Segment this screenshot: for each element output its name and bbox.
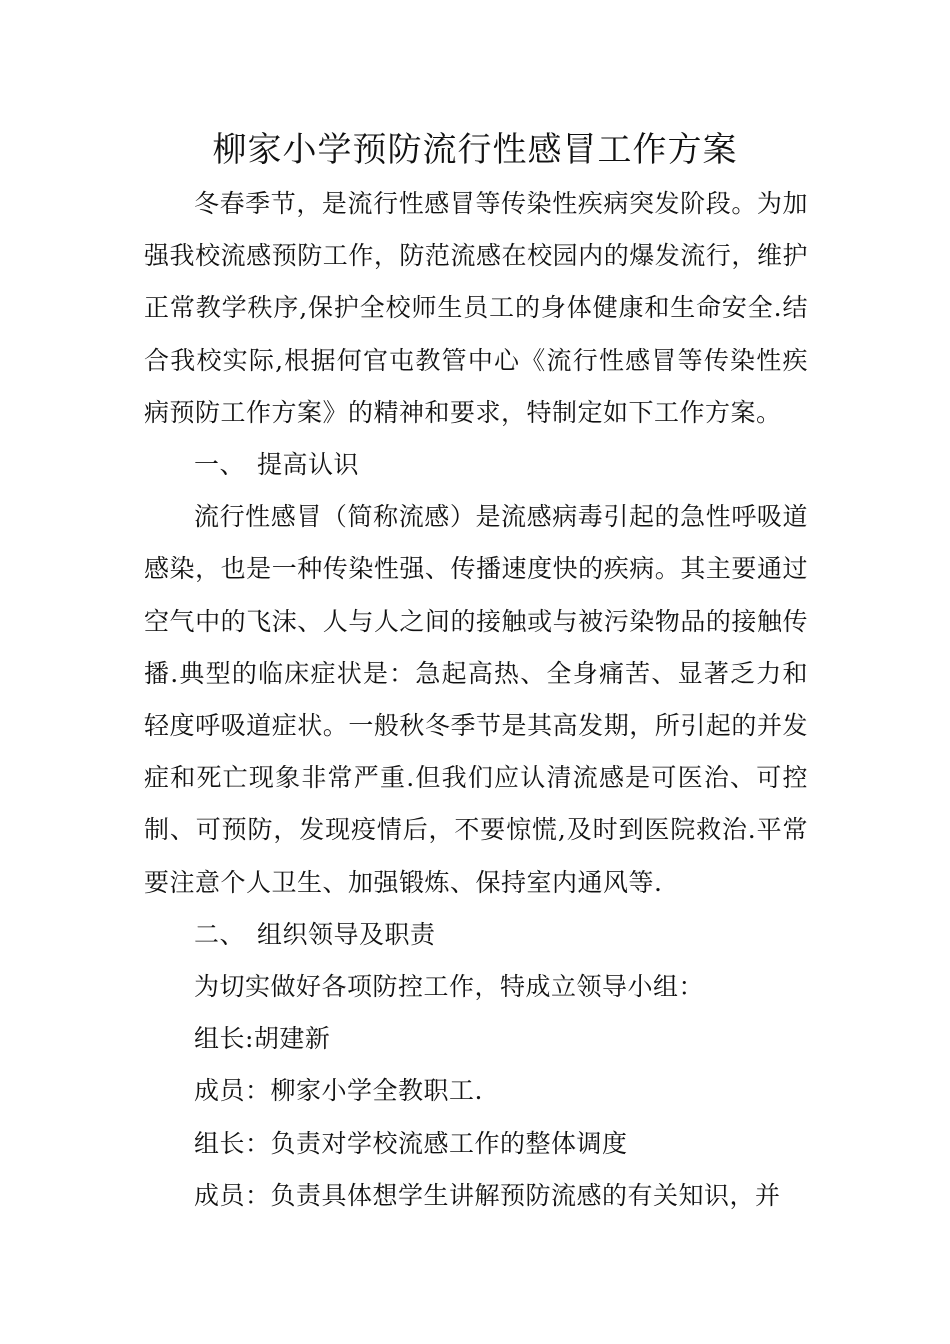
section-2-line: 组长：负责对学校流感工作的整体调度 [194,1128,628,1158]
section-1-paragraph: 流行性感冒（简称流感）是流感病毒引起的急性呼吸道感染，也是一种传染性强、传播速度快的疾病。其主要通过空气中的飞沫、人与人之间的接触或与被污染物品的接触传播.典型的临床症状是：急起高热、全身痛苦、显著乏力和轻度呼吸道症状。一般秋冬季节是其高发期，所引起的并发症和死亡现象非常严重.但我们应认清流感是可医治、可控制、可预防，发现疫情后，不要惊慌,及时到医院救治.平常要注意个人卫生、加强锻炼、保持室内通风等. [144,502,808,897]
section-2-line: 成员：柳家小学全教职工. [194,1076,483,1106]
section-1-number: 一、 [194,450,246,480]
section-2-number: 二、 [194,919,246,949]
section-2-line: 组长:胡建新 [194,1024,331,1054]
section-2-heading [144,909,808,961]
intro-paragraph: 冬春季节，是流行性感冒等传染性疾病突发阶段。为加强我校流感预防工作，防范流感在校园内的爆发流行，维护正常教学秩序,保护全校师生员工的身体健康和生命安全.结合我校实际,根据何官屯教管中心《流行性感冒等传染性疾病预防工作方案》的精神和要求，特制定如下工作方案。 [144,189,808,427]
document-body [144,178,808,1222]
document-title: 柳家小学预防流行性感冒工作方案 [212,130,738,170]
section-2-line: 为切实做好各项防控工作，特成立领导小组： [194,972,705,1002]
section-1-heading [144,439,808,491]
section-2-title: 组织领导及职责 [257,919,436,949]
section-1-title: 提高认识 [257,450,360,480]
section-2-line: 成员：负责具体想学生讲解预防流感的有关知识，并 [194,1180,781,1210]
